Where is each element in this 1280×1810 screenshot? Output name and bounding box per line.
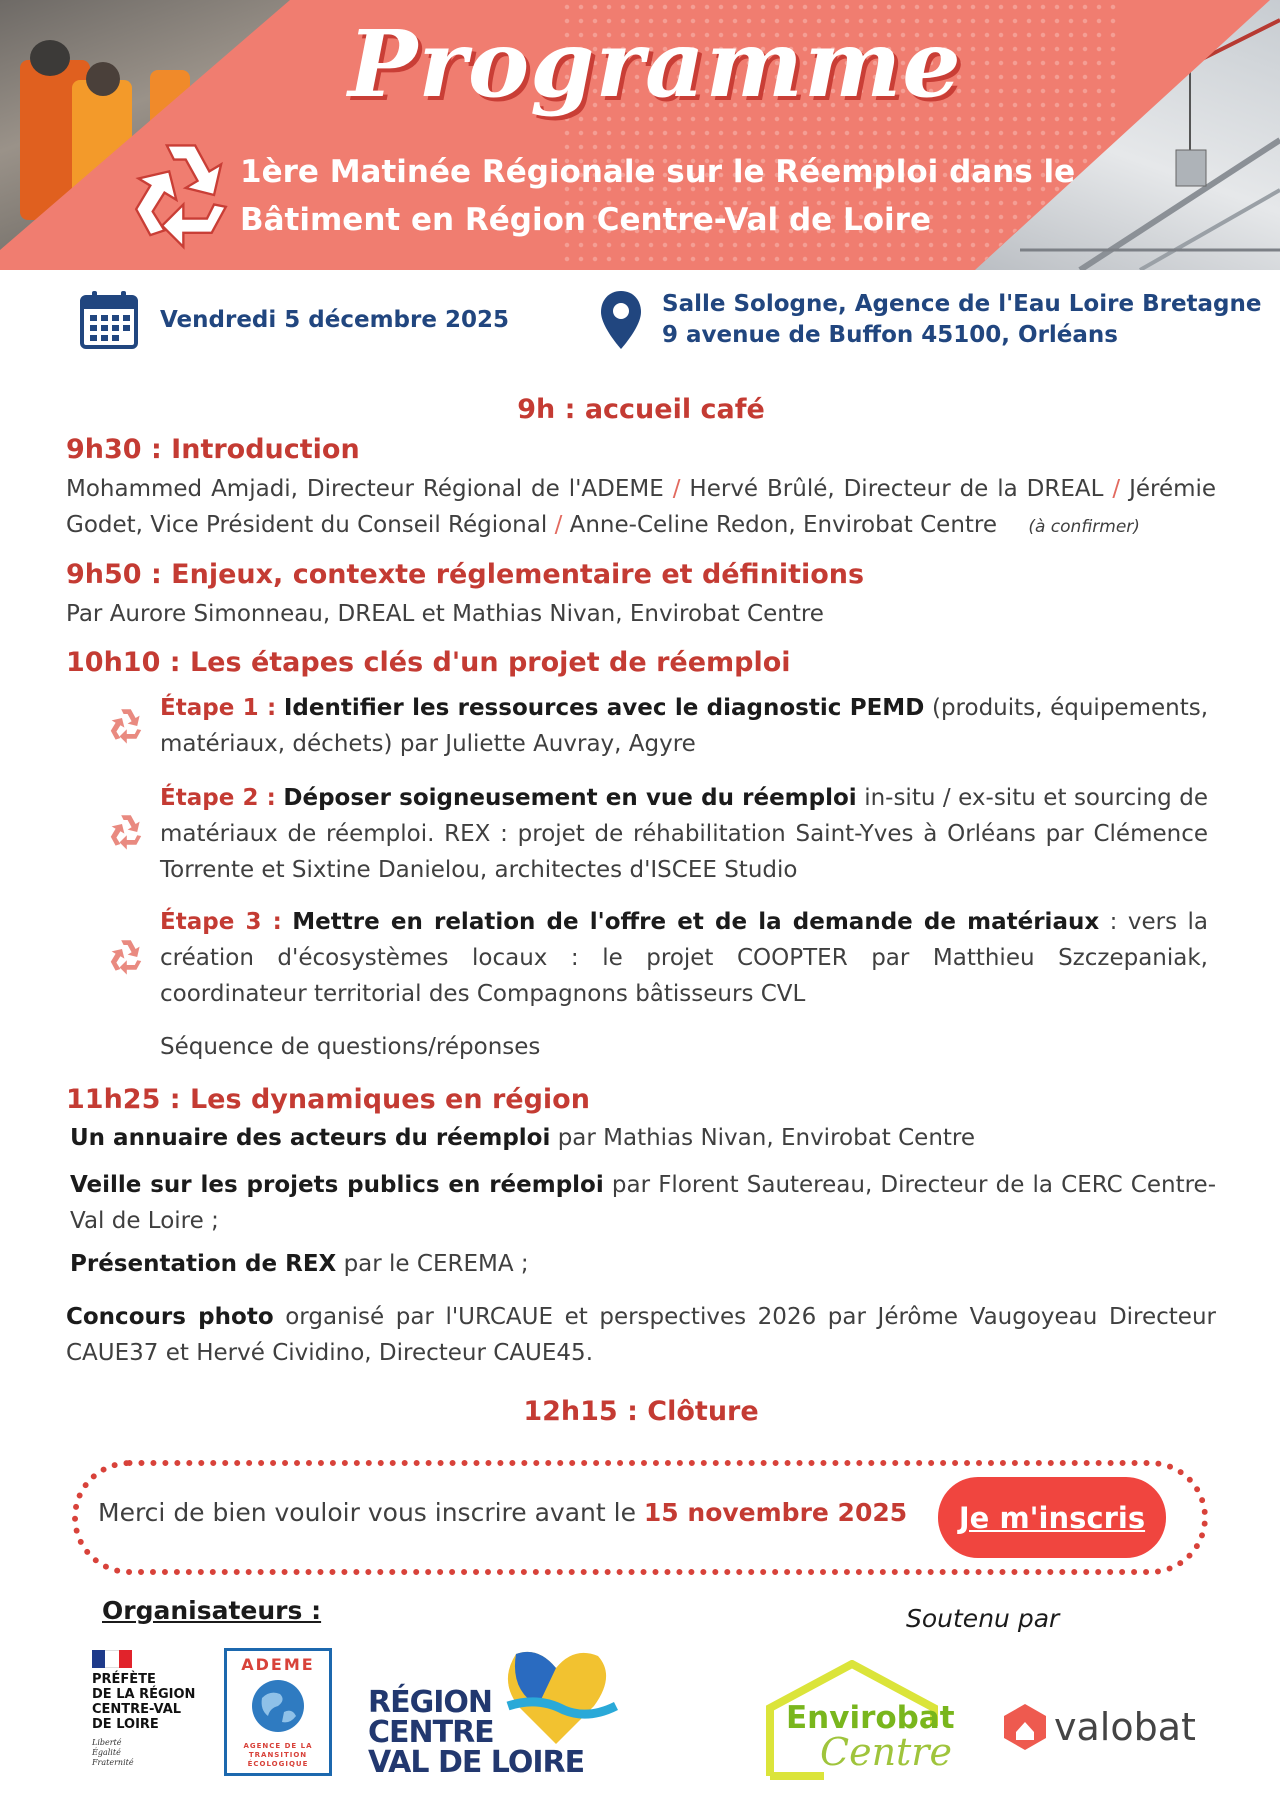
dynamics-item bbox=[70, 1246, 1216, 1282]
step-text: : vers la création d'écosystèmes locaux : le projet COOPTER par Matthieu Szczepaniak, coordinateur territorial des Compagnons bâtisseurs CVL bbox=[160, 909, 1208, 1007]
recycle-icon bbox=[106, 937, 146, 977]
step-text: in-situ / ex-situ et sourcing de matériaux de réemploi. REX : projet de réhabilitation Saint-Yves à Orléans par Clémence Torrente et Sixtine Danielou, architectes d'ISCEE Studio bbox=[160, 785, 1208, 883]
registration-message: Merci de bien vouloir vous inscrire avant le bbox=[98, 1498, 636, 1527]
date-text: Vendredi 5 décembre 2025 bbox=[160, 306, 509, 333]
venue-line-1: Salle Sologne, Agence de l'Eau Loire Bretagne bbox=[662, 291, 1262, 317]
separator: / bbox=[672, 476, 681, 502]
closing-time: 12h15 : Clôture bbox=[523, 1396, 759, 1427]
globe-icon bbox=[250, 1678, 306, 1734]
envirobat-name: Envirobat bbox=[786, 1700, 955, 1736]
recycle-icon bbox=[122, 136, 240, 254]
ademe-logo bbox=[224, 1648, 332, 1776]
item-title: Veille sur les projets publics en réemploi bbox=[70, 1172, 604, 1198]
region-name: RÉGION CENTRE VAL DE LOIRE bbox=[368, 1685, 585, 1780]
step-title: Mettre en relation de l'offre et de la demande de matériaux bbox=[292, 909, 1100, 935]
prefete-motto: Liberté Égalité Fraternité bbox=[92, 1738, 134, 1767]
envirobat-logo bbox=[764, 1660, 955, 1782]
step-2 bbox=[160, 780, 1208, 888]
prefete-name: PRÉFÈTE DE LA RÉGION CENTRE-VAL DE LOIRE bbox=[92, 1672, 196, 1732]
envirobat-subtitle: Centre bbox=[820, 1730, 952, 1774]
speaker-4: Anne-Celine Redon, Envirobat Centre bbox=[569, 512, 998, 538]
step-label: Étape 2 : bbox=[160, 785, 276, 811]
welcome-time: 9h : accueil café bbox=[517, 394, 765, 425]
registration-deadline: 15 novembre 2025 bbox=[643, 1498, 908, 1527]
step-label: Étape 3 : bbox=[160, 909, 282, 935]
subtitle-line-1: 1ère Matinée Régionale sur le Réemploi dans le bbox=[240, 154, 1076, 190]
valobat-logo bbox=[1002, 1702, 1196, 1752]
item-text: organisé par l'URCAUE et perspectives 2026 par Jérôme Vaugoyeau Directeur CAUE37 et Hervé Cividino, Directeur CAUE45. bbox=[66, 1304, 1216, 1366]
separator: / bbox=[554, 512, 563, 538]
subtitle-line-2: Bâtiment en Région Centre-Val de Loire bbox=[240, 202, 931, 238]
intro-speakers bbox=[66, 471, 1216, 545]
confirmation-note: (à confirmer) bbox=[1028, 517, 1140, 537]
step-title: Déposer soigneusement en vue du réemploi bbox=[283, 785, 857, 811]
french-flag-icon bbox=[92, 1650, 132, 1668]
calendar-icon bbox=[78, 289, 140, 351]
recycle-icon bbox=[106, 706, 146, 746]
registration-text bbox=[98, 1498, 907, 1527]
page-title: Programme bbox=[348, 10, 962, 118]
event-subtitle bbox=[240, 148, 1100, 244]
recycle-icon bbox=[106, 812, 146, 852]
ademe-subtitle: AGENCE DE LA TRANSITION ÉCOLOGIQUE bbox=[243, 1742, 313, 1768]
dynamics-item bbox=[70, 1167, 1216, 1239]
prefete-logo bbox=[92, 1650, 222, 1768]
item-text: par le CEREMA ; bbox=[343, 1251, 529, 1277]
stakes-speakers: Par Aurore Simonneau, DREAL et Mathias Nivan, Envirobat Centre bbox=[66, 601, 824, 627]
region-logo bbox=[368, 1646, 628, 1780]
header-banner bbox=[0, 0, 1280, 270]
ademe-name: ADEME bbox=[241, 1655, 315, 1674]
step-label: Étape 1 : bbox=[160, 695, 277, 721]
speaker-2: Hervé Brûlé, Directeur de la DREAL bbox=[689, 476, 1104, 502]
step-1 bbox=[160, 690, 1208, 762]
item-text: par Mathias Nivan, Envirobat Centre bbox=[557, 1125, 976, 1151]
step-3 bbox=[160, 904, 1208, 1012]
venue-line-2: 9 avenue de Buffon 45100, Orléans bbox=[662, 322, 1118, 348]
item-title: Concours photo bbox=[66, 1304, 274, 1330]
registration-box bbox=[72, 1460, 1208, 1575]
speaker-1: Mohammed Amjadi, Directeur Régional de l'ADEME bbox=[66, 476, 664, 502]
venue-text bbox=[662, 289, 1262, 351]
stakes-heading: 9h50 : Enjeux, contexte réglementaire et définitions bbox=[66, 559, 865, 590]
support-title: Soutenu par bbox=[906, 1604, 1060, 1633]
step-title: Identifier les ressources avec le diagnostic PEMD bbox=[283, 695, 925, 721]
valobat-name: valobat bbox=[1054, 1705, 1196, 1749]
speaker-3: Jérémie Godet, Vice Président du Conseil Régional bbox=[66, 476, 1217, 538]
valobat-hexagon-icon bbox=[1002, 1702, 1048, 1752]
item-title: Présentation de REX bbox=[70, 1251, 337, 1277]
register-button[interactable]: Je m'inscris bbox=[938, 1477, 1166, 1558]
organisers-title: Organisateurs : bbox=[102, 1596, 322, 1625]
steps-heading: 10h10 : Les étapes clés d'un projet de réemploi bbox=[66, 647, 791, 678]
item-text: par Florent Sautereau, Directeur de la CERC Centre-Val de Loire ; bbox=[70, 1172, 1217, 1234]
item-title: Un annuaire des acteurs du réemploi bbox=[70, 1125, 551, 1151]
event-date bbox=[78, 285, 509, 355]
event-venue bbox=[598, 285, 1262, 355]
dynamics-item bbox=[70, 1120, 1216, 1156]
qa-session: Séquence de questions/réponses bbox=[160, 1034, 541, 1060]
intro-heading: 9h30 : Introduction bbox=[66, 434, 360, 465]
step-text: (produits, équipements, matériaux, déchets) par Juliette Auvray, Agyre bbox=[160, 695, 1209, 757]
location-pin-icon bbox=[598, 289, 644, 351]
dynamics-heading: 11h25 : Les dynamiques en région bbox=[66, 1084, 590, 1115]
dynamics-item bbox=[66, 1299, 1216, 1371]
separator: / bbox=[1112, 476, 1121, 502]
